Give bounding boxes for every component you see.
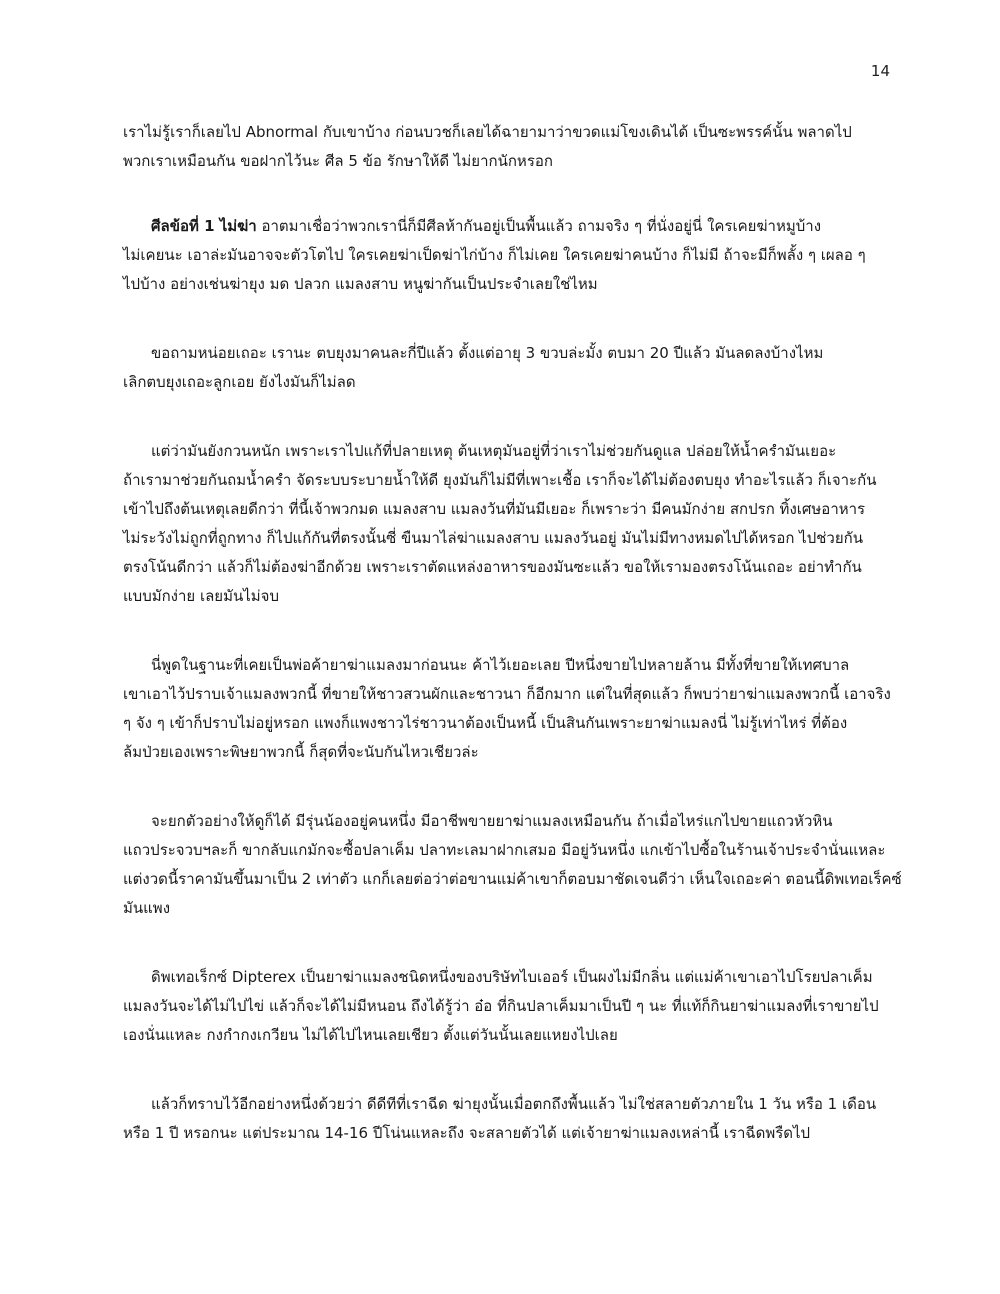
- text-line: แถวประจวบฯละก็ ขากลับแกมักจะซื้อปลาเค็ม ปลาทะเลมาฝากเสมอ มีอยู่วันหนึ่ง แกเข้าไปซื้อในร้านเจ้าประจำนั่นแหละ: [123, 841, 886, 859]
- text-line: แบบมักง่าย เลยมันไม่จบ: [123, 587, 279, 605]
- paragraph-1: [123, 118, 893, 176]
- document-body: [123, 118, 902, 1148]
- text-line: นี่พูดในฐานะที่เคยเป็นพ่อค้ายาฆ่าแมลงมาก่อนนะ ค้าไว้เยอะเลย ปีหนึ่งขายไปหลายล้าน มีทั้งที่ขายให้เทศบาล: [151, 656, 850, 674]
- text-line: [123, 212, 893, 241]
- precept-heading: ศีลข้อที่ 1 ไม่ฆ่า: [151, 217, 257, 235]
- page-number: 14: [870, 62, 890, 80]
- text-line: ขอถามหน่อยเถอะ เรานะ ตบยุงมาคนละกี่ปีแล้ว ตั้งแต่อายุ 3 ขวบล่ะมั้ง ตบมา 20 ปีแล้ว มันลดลงบ้างไหม: [151, 344, 824, 362]
- text-line: ถ้าเรามาช่วยกันถมน้ำครำ จัดระบบระบายน้ำให้ดี ยุงมันก็ไม่มีที่เพาะเชื้อ เราก็จะได้ไม่ต้องตบยุง ทำอะไรแล้ว ก็เจาะกัน: [123, 471, 877, 489]
- text-line: แต่ว่ามันยังกวนหนัก เพราะเราไปแก้ที่ปลายเหตุ ต้นเหตุมันอยู่ที่ว่าเราไม่ช่วยกันดูแล ปล่อยให้น้ำครำมันเยอะ: [151, 442, 837, 460]
- text-line: ดิพเทอเร็กซ์ Dipterex เป็นยาฆ่าแมลงชนิดหนึ่งของบริษัทไบเออร์ เป็นผงไม่มีกลิ่น แต่แม่ค้าเขาเอาไปโรยปลาเค็ม: [151, 968, 873, 986]
- text-line: เราไม่รู้เราก็เลยไป Abnormal กับเขาบ้าง ก่อนบวชก็เลยได้ฉายามาว่าขวดแม่โขงเดินได้ เป็นซะพรรค์นั้น พลาดไป: [123, 123, 852, 141]
- paragraph-6: [123, 807, 902, 923]
- text-line: เขาเอาไว้ปราบเจ้าแมลงพวกนี้ ที่ขายให้ชาวสวนผักและชาวนา ก็อีกมาก แต่ในที่สุดแล้ว ก็พบว่ายาฆ่าแมลงพวกนี้ เอาจริง: [123, 685, 891, 703]
- text-line: ไม่ระวังไม่ถูกที่ถูกทาง ก็ไปแก้กันที่ตรงนั้นซี่ ขืนมาไล่ฆ่าแมลงสาบ แมลงวันอยู่ มันไม่มีทางหมดไปได้หรอก ไปช่วยกัน: [123, 529, 863, 547]
- paragraph-2: [123, 212, 893, 299]
- text-line: แล้วก็ทราบไว้อีกอย่างหนึ่งด้วยว่า ดีดีทีที่เราฉีด ฆ่ายุงนั้นเมื่อตกถึงพื้นแล้ว ไม่ใช่สลายตัวภายใน 1 วัน หรือ 1 เดือน: [151, 1095, 877, 1113]
- text-line: หรือ 1 ปี หรอกนะ แต่ประมาณ 14-16 ปีโน่นแหละถึง จะสลายตัวได้ แต่เจ้ายาฆ่าแมลงเหล่านี้ เราฉีดพรืดไป: [123, 1124, 811, 1142]
- paragraph-8: [123, 1090, 893, 1148]
- text-line: ไม่เคยนะ เอาล่ะมันอาจจะตัวโตไป ใครเคยฆ่าเป็ดฆ่าไก่บ้าง ก็ไม่เคย ใครเคยฆ่าคนบ้าง ก็ไม่มี ถ้าจะมีก็พลั้ง ๆ เผลอ ๆ: [123, 246, 866, 264]
- text-line: ล้มป่วยเองเพราะพิษยาพวกนี้ ก็สุดที่จะนับกันไหวเชียวล่ะ: [123, 743, 479, 761]
- text-line: เข้าไปถึงต้นเหตุเลยดีกว่า ที่นี้เจ้าพวกมด แมลงสาบ แมลงวันที่มันมีเยอะ ก็เพราะว่า มีคนมักง่าย สกปรก ทิ้งเศษอาหาร: [123, 500, 866, 518]
- paragraph-3: [123, 339, 893, 397]
- text-line: แต่งวดนี้ราคามันขึ้นมาเป็น 2 เท่าตัว แกก็เลยต่อว่าต่อขานแม่ค้าเขาก็ตอบมาชัดเจนดีว่า เห็นใจเถอะค่า ตอนนี้ดิพเทอเร็คซ์: [123, 870, 902, 888]
- text-line: แมลงวันจะได้ไม่ไปไข่ แล้วก็จะได้ไม่มีหนอน ถึงได้รู้ว่า อ๋อ ที่กินปลาเค็มมาเป็นปี ๆ นะ ที่แท้ก็กินยาฆ่าแมลงที่เราขายไป: [123, 997, 879, 1015]
- text-line: จะยกตัวอย่างให้ดูก็ได้ มีรุ่นน้องอยู่คนหนึ่ง มีอาชีพขายยาฆ่าแมลงเหมือนกัน ถ้าเมื่อไหร่แกไปขายแถวหัวหิน: [151, 812, 833, 830]
- paragraph-5: [123, 651, 893, 767]
- paragraph-7: [123, 963, 893, 1050]
- text-span: อาตมาเชื่อว่าพวกเรานี่ก็มีศีลห้ากันอยู่เป็นพื้นแล้ว ถามจริง ๆ ที่นั่งอยู่นี่ ใครเคยฆ่าหมูบ้าง: [256, 217, 822, 235]
- text-line: พวกเราเหมือนกัน ขอฝากไว้นะ ศีล 5 ข้อ รักษาให้ดี ไม่ยากนักหรอก: [123, 152, 553, 170]
- text-line: ๆ จัง ๆ เข้าก็ปราบไม่อยู่หรอก แพงก็แพงชาวไร่ชาวนาต้องเป็นหนี้ เป็นสินกันเพราะยาฆ่าแมลงนี่ ไม่รู้เท่าไหร่ ที่ต้อง: [123, 714, 848, 732]
- paragraph-4: [123, 437, 893, 611]
- text-line: ตรงโน้นดีกว่า แล้วก็ไม่ต้องฆ่าอีกด้วย เพราะเราตัดแหล่งอาหารของมันซะแล้ว ขอให้เรามองตรงโน้นเถอะ อย่าทำกัน: [123, 558, 862, 576]
- text-line: ไปบ้าง อย่างเช่นฆ่ายุง มด ปลวก แมลงสาบ หนูฆ่ากันเป็นประจำเลยใช่ไหม: [123, 275, 598, 293]
- text-line: มันแพง: [123, 899, 171, 917]
- text-line: เลิกตบยุงเถอะลูกเอย ยังไงมันก็ไม่ลด: [123, 373, 356, 391]
- text-line: เองนั่นแหละ กงกำกงเกวียน ไม่ได้ไปไหนเลยเชียว ตั้งแต่วันนั้นเลยแหยงไปเลย: [123, 1026, 618, 1044]
